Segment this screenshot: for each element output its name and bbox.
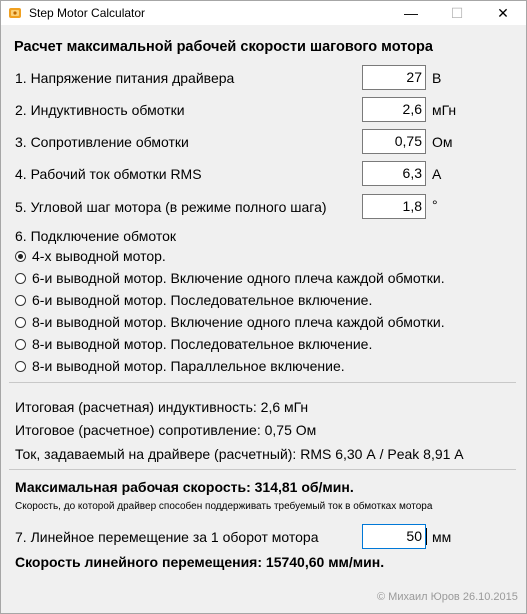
section-heading: Расчет максимальной рабочей скорости шагового мотора xyxy=(14,39,433,55)
wiring-radio-6-wire-series[interactable] xyxy=(15,295,26,306)
linear-speed-result: Скорость линейного перемещения: 15740,60 мм/мин. xyxy=(15,554,385,570)
app-icon xyxy=(8,6,22,20)
step-angle-unit: ° xyxy=(432,197,438,213)
result-inductance: Итоговая (расчетная) индуктивность: 2,6 мГн xyxy=(15,399,309,415)
inductance-input[interactable]: 2,6 xyxy=(362,97,426,122)
wiring-option-label[interactable]: 6-и выводной мотор. Последовательное включение. xyxy=(32,292,373,308)
inductance-label: 2. Индуктивность обмотки xyxy=(15,102,185,118)
supply-voltage-input[interactable]: 27 xyxy=(362,65,426,90)
title-bar[interactable] xyxy=(1,1,526,25)
close-button[interactable]: ✕ xyxy=(497,4,509,21)
window-title: Step Motor Calculator xyxy=(29,6,146,20)
wiring-option-label[interactable]: 8-и выводной мотор. Последовательное включение. xyxy=(32,336,373,352)
result-resistance: Итоговое (расчетное) сопротивление: 0,75 Ом xyxy=(15,422,317,438)
current-unit: А xyxy=(432,166,442,182)
resistance-unit: Ом xyxy=(432,134,453,150)
minimize-button[interactable]: — xyxy=(404,5,418,21)
max-speed-note: Скорость, до которой драйвер способен поддерживать требуемый ток в обмотках мотора xyxy=(15,501,433,512)
divider xyxy=(9,469,516,470)
supply-voltage-unit: В xyxy=(432,70,442,86)
wiring-radio-8-wire-series[interactable] xyxy=(15,339,26,350)
linear-travel-label: 7. Линейное перемещение за 1 оборот мотора xyxy=(15,529,319,545)
current-label: 4. Рабочий ток обмотки RMS xyxy=(15,166,202,182)
step-angle-label: 5. Угловой шаг мотора (в режиме полного шага) xyxy=(15,199,327,215)
wiring-radio-4-wire[interactable] xyxy=(15,251,26,262)
linear-travel-input[interactable]: 50 xyxy=(362,524,426,549)
wiring-option-label[interactable]: 4-х выводной мотор. xyxy=(32,248,166,264)
maximize-button[interactable]: ☐ xyxy=(450,4,464,21)
wiring-radio-8-wire-parallel[interactable] xyxy=(15,361,26,372)
current-input[interactable]: 6,3 xyxy=(362,161,426,186)
divider xyxy=(9,382,516,383)
wiring-option-label[interactable]: 8-и выводной мотор. Включение одного плеча каждой обмотки. xyxy=(32,314,445,330)
copyright-footer: © Михаил Юров 26.10.2015 xyxy=(377,591,518,603)
radio-selected-dot xyxy=(18,254,23,259)
text-cursor xyxy=(426,528,427,545)
step-angle-input[interactable]: 1,8 xyxy=(362,194,426,219)
resistance-label: 3. Сопротивление обмотки xyxy=(15,134,189,150)
wiring-radio-8-wire-half[interactable] xyxy=(15,317,26,328)
wiring-option-label[interactable]: 8-и выводной мотор. Параллельное включение. xyxy=(32,358,345,374)
supply-voltage-label: 1. Напряжение питания драйвера xyxy=(15,70,235,86)
max-speed-result: Максимальная рабочая скорость: 314,81 об/мин. xyxy=(15,479,354,495)
wiring-group-label: 6. Подключение обмоток xyxy=(15,228,176,244)
inductance-unit: мГн xyxy=(432,102,457,118)
wiring-option-label[interactable]: 6-и выводной мотор. Включение одного плеча каждой обмотки. xyxy=(32,270,445,286)
linear-travel-unit: мм xyxy=(432,529,452,545)
result-current: Ток, задаваемый на драйвере (расчетный): RMS 6,30 А / Peak 8,91 А xyxy=(15,446,464,462)
resistance-input[interactable]: 0,75 xyxy=(362,129,426,154)
wiring-radio-6-wire-half[interactable] xyxy=(15,273,26,284)
